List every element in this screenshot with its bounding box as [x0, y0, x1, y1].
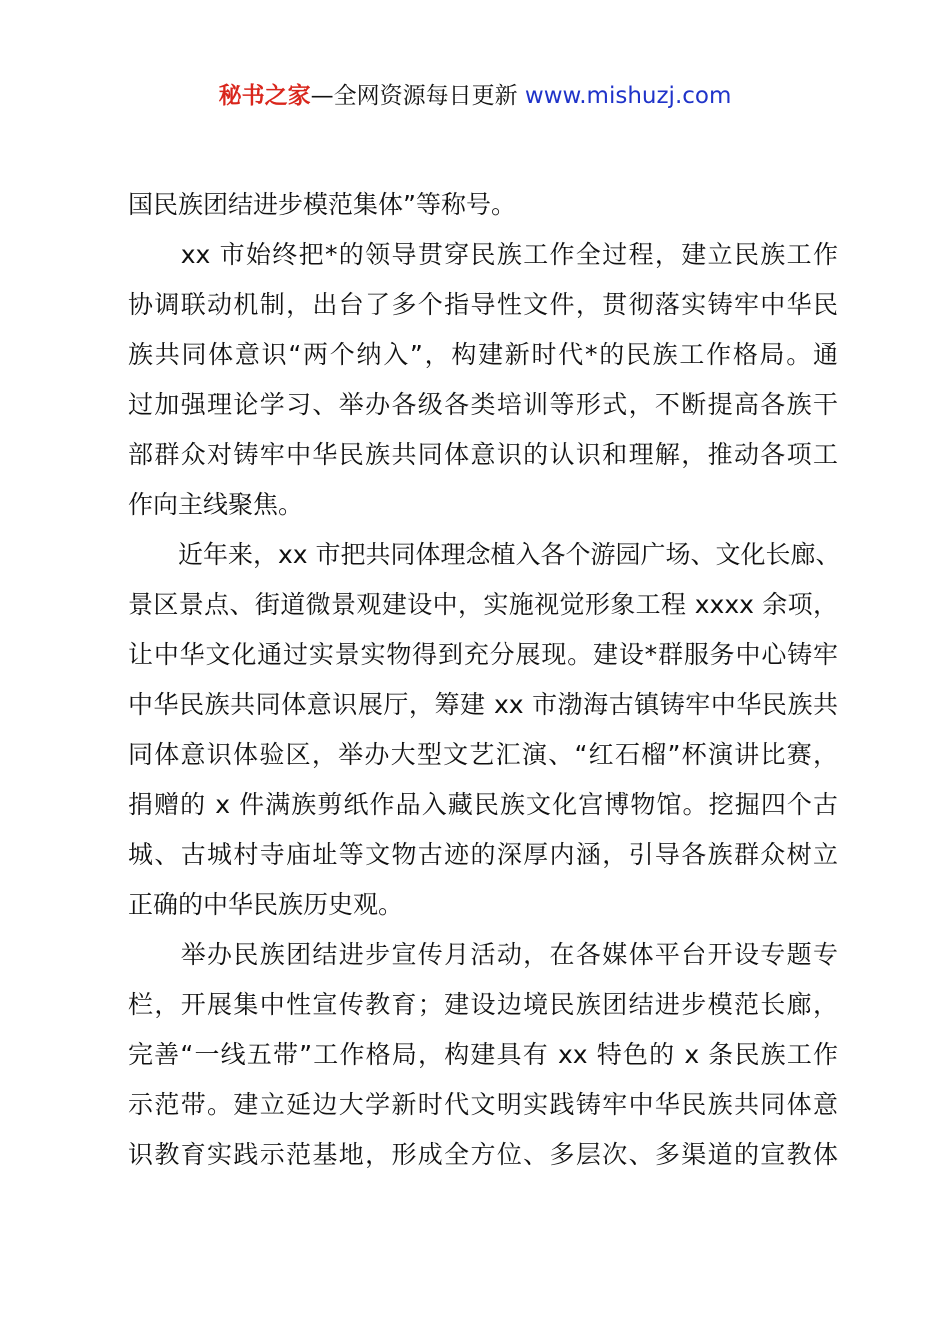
- text-line: 景区景点、街道微景观建设中，实施视觉形象工程 xxxx 余项，: [128, 590, 838, 619]
- text-line: 捐赠的 x 件满族剪纸作品入藏民族文化宫博物馆。挖掘四个古: [128, 790, 838, 819]
- document-body: [128, 180, 841, 1180]
- text-line: 中华民族共同体意识展厅，筹建 xx 市渤海古镇铸牢中华民族共: [128, 690, 838, 719]
- text-line: 完善“一线五带”工作格局，构建具有 xx 特色的 x 条民族工作: [128, 1040, 838, 1069]
- text-line: 举办民族团结进步宣传月活动，在各媒体平台开设专题专: [128, 940, 838, 969]
- text-line: 让中华文化通过实景实物得到充分展现。建设*群服务中心铸牢: [128, 640, 838, 669]
- text-line: 正确的中华民族历史观。: [128, 890, 404, 919]
- header-tagline: —全网资源每日更新: [310, 83, 525, 109]
- text-line: 识教育实践示范基地，形成全方位、多层次、多渠道的宣教体: [128, 1140, 838, 1169]
- text-line: 协调联动机制，出台了多个指导性文件，贯彻落实铸牢中华民: [128, 290, 838, 319]
- text-line: 过加强理论学习、举办各级各类培训等形式，不断提高各族干: [128, 390, 838, 419]
- text-line: 部群众对铸牢中华民族共同体意识的认识和理解，推动各项工: [128, 440, 838, 469]
- text-line: 示范带。建立延边大学新时代文明实践铸牢中华民族共同体意: [128, 1090, 838, 1119]
- brand-name: 秘书之家: [218, 83, 311, 109]
- text-line: 国民族团结进步模范集体”等称号。: [128, 190, 516, 219]
- site-link[interactable]: www.mishuzj.com: [524, 83, 732, 109]
- text-line: xx 市始终把*的领导贯穿民族工作全过程，建立民族工作: [128, 240, 838, 269]
- text-line: 城、古城村寺庙址等文物古迹的深厚内涵，引导各族群众树立: [128, 840, 838, 869]
- text-line: 近年来，xx 市把共同体理念植入各个游园广场、文化长廊、: [128, 540, 841, 569]
- text-line: 同体意识体验区，举办大型文艺汇演、“红石榴”杯演讲比赛，: [128, 740, 838, 769]
- page-header: [0, 80, 950, 112]
- text-line: 作向主线聚焦。: [128, 490, 304, 519]
- text-line: 栏，开展集中性宣传教育；建设边境民族团结进步模范长廊，: [128, 990, 838, 1019]
- text-line: 族共同体意识“两个纳入”，构建新时代*的民族工作格局。通: [128, 340, 838, 369]
